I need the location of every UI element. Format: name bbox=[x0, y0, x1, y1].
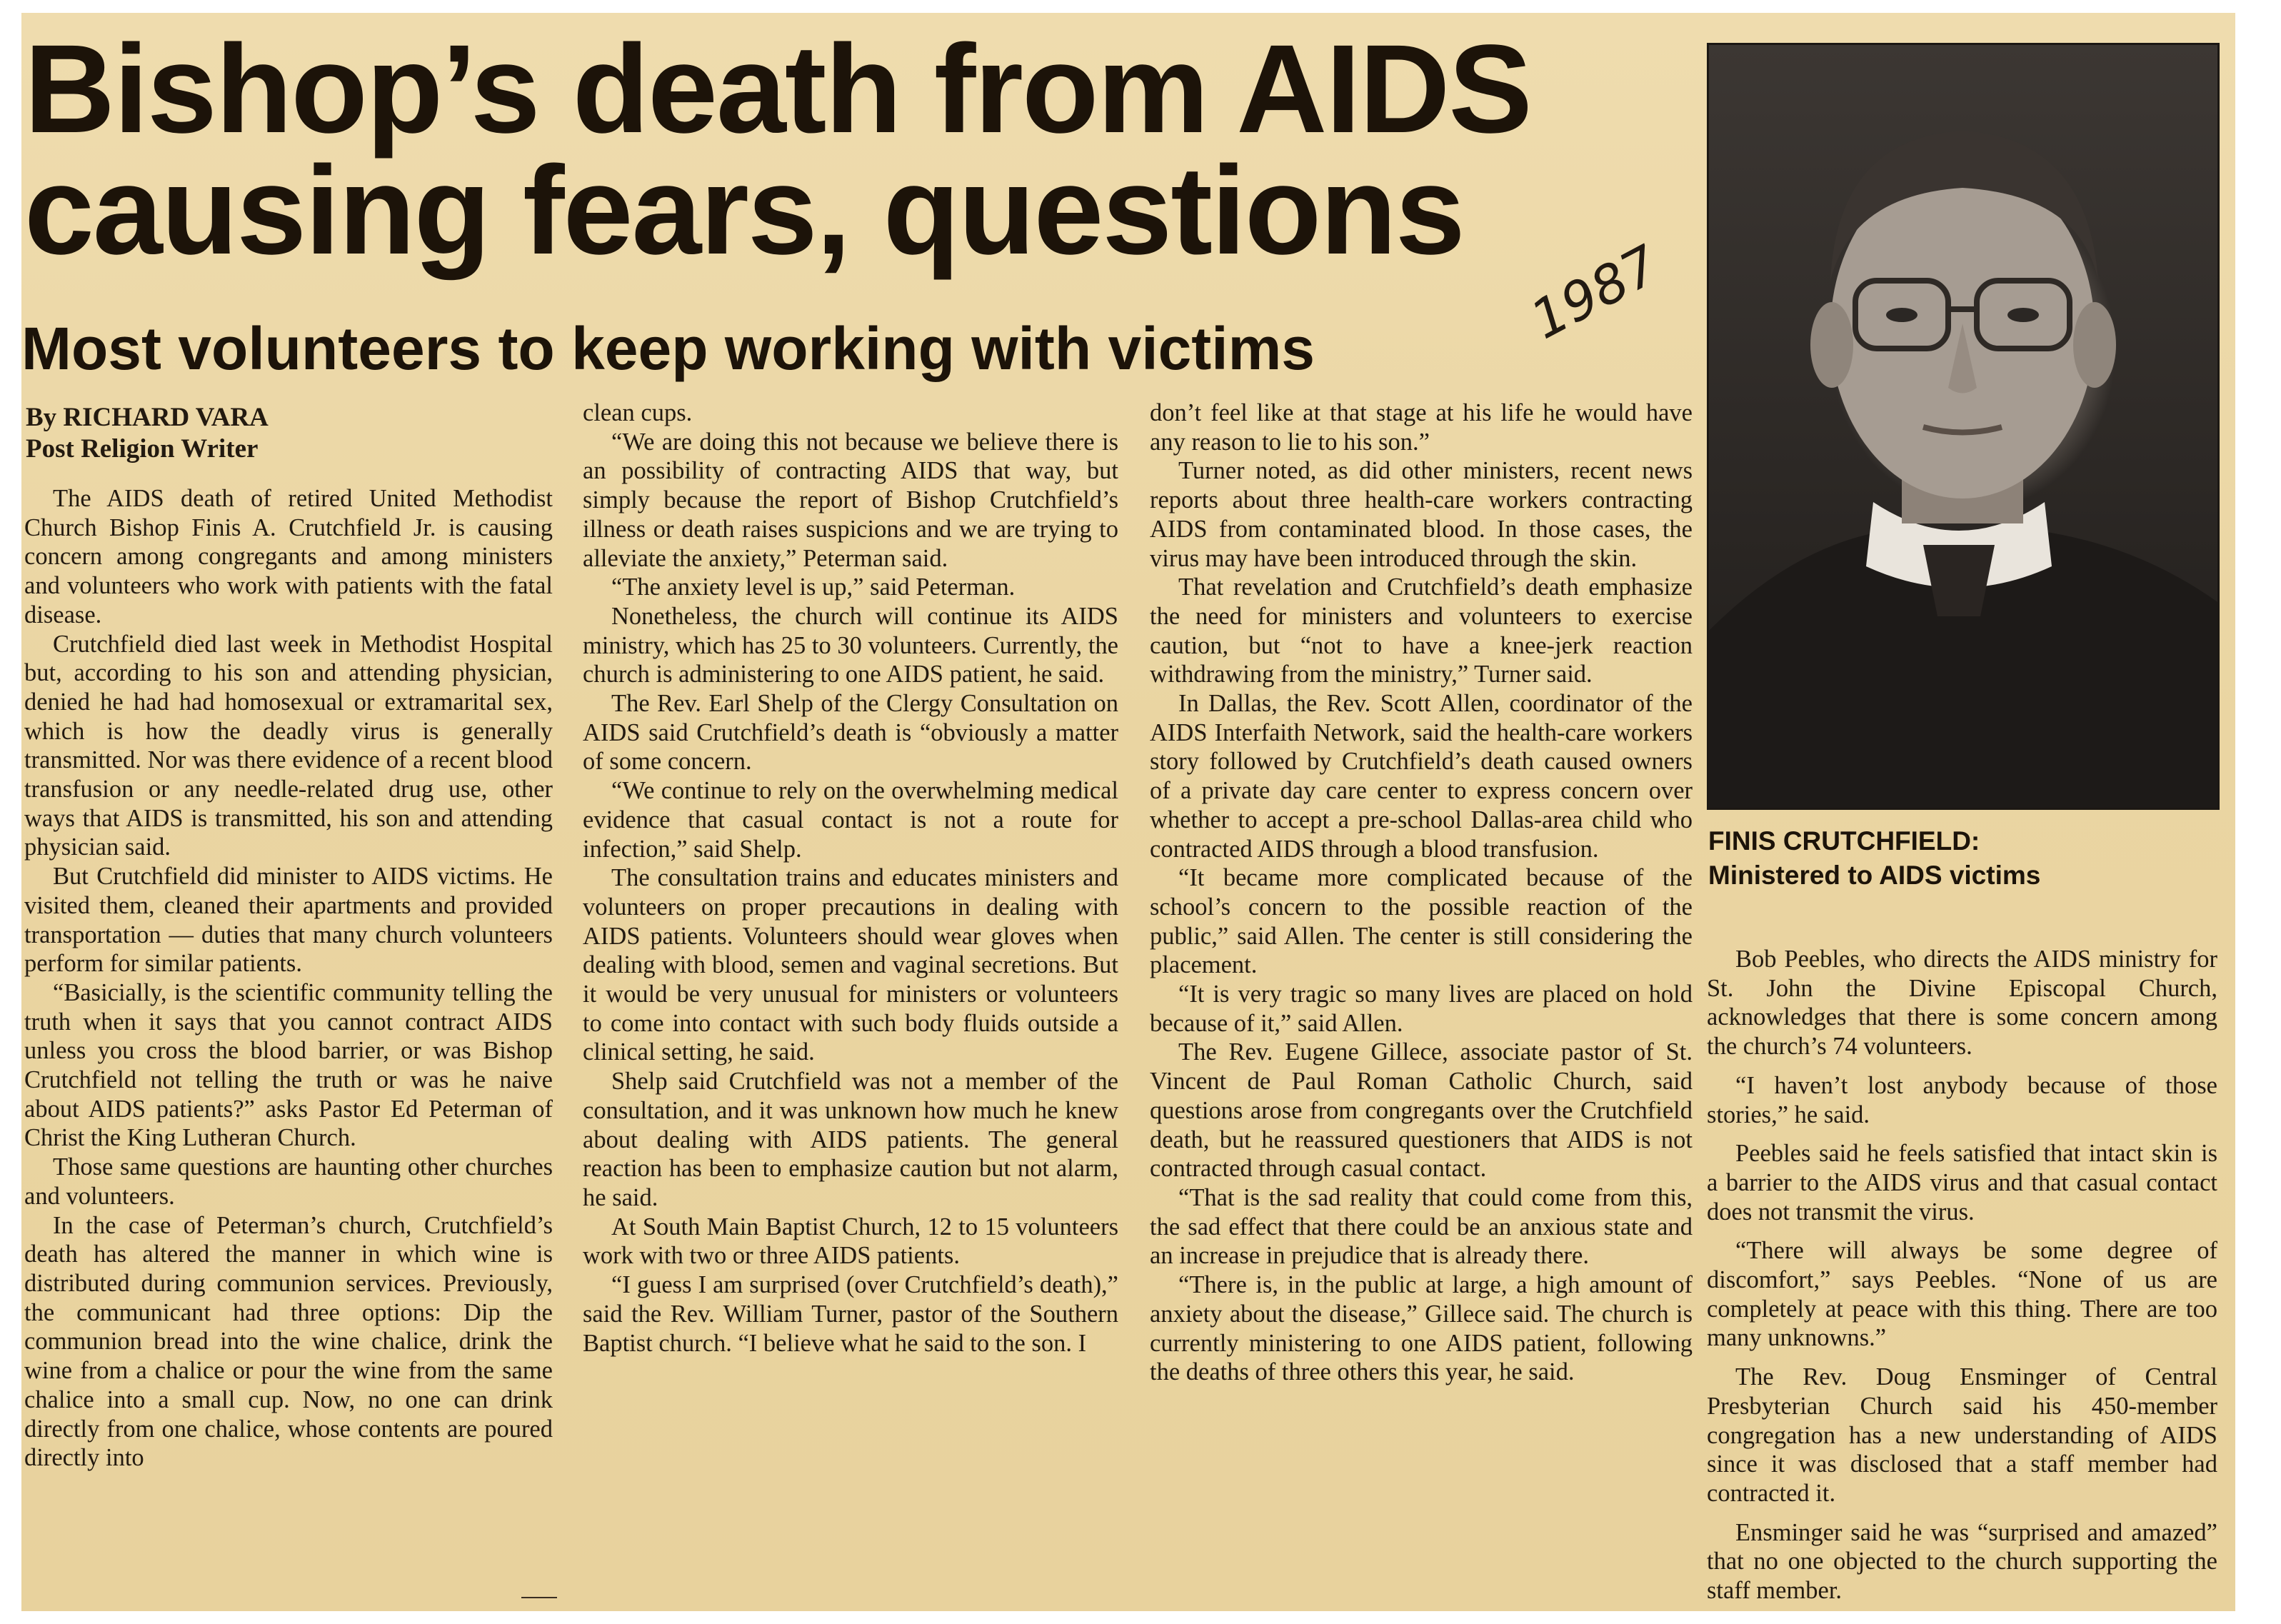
paragraph: “We continue to rely on the overwhelming medical evidence that casual contact is not a route for infection,” said Shelp. bbox=[583, 777, 1118, 863]
headline bbox=[24, 19, 1695, 281]
paragraph: Bob Peebles, who directs the AIDS ministry for St. John the Divine Episcopal Church, acknowledges that there is some concern among the church’s 74 volunteers. bbox=[1707, 946, 2217, 1061]
bishop-portrait-photo bbox=[1707, 43, 2220, 810]
headline-line-2: causing fears, questions bbox=[24, 141, 1464, 281]
paragraph: The AIDS death of retired United Methodist Church Bishop Finis A. Crutchfield Jr. is causing concern among congregants and among ministers and volunteers who work with patients with the fatal disease. bbox=[24, 485, 553, 628]
paragraph: The Rev. Earl Shelp of the Clergy Consultation on AIDS said Crutchfield’s death is “obviously a matter of some concern. bbox=[583, 690, 1118, 776]
handwritten-year-note: 1987 bbox=[1521, 234, 1669, 351]
paragraph: “That is the sad reality that could come from this, the sad effect that there could be an anxious state and an increase in prejudice that is already there. bbox=[1150, 1183, 1693, 1270]
subheadline: Most volunteers to keep working with victims bbox=[21, 315, 1315, 382]
paragraph: Ensminger said he was “surprised and amazed” that no one objected to the church supporting the staff member. bbox=[1707, 1518, 2217, 1605]
caption-name: FINIS CRUTCHFIELD: bbox=[1708, 826, 1980, 856]
paragraph: Nonetheless, the church will continue its AIDS ministry, which has 25 to 30 volunteers. Currently, the church is administering to one AIDS patient, he said. bbox=[583, 602, 1118, 688]
paragraph: Shelp said Crutchfield was not a member of the consultation, and it was unknown how much he knew about dealing with AIDS patients. The general reaction has been to emphasize caution but not alarm, he said. bbox=[583, 1068, 1118, 1211]
article-column-2 bbox=[583, 399, 1118, 1358]
byline bbox=[26, 402, 568, 465]
article-column-3 bbox=[1150, 399, 1693, 1387]
headline-line-1: Bishop’s death from AIDS bbox=[24, 19, 1531, 159]
article-column-4 bbox=[1707, 945, 2217, 1611]
paragraph: At South Main Baptist Church, 12 to 15 volunteers work with two or three AIDS patients. bbox=[583, 1213, 1118, 1270]
paragraph: “The anxiety level is up,” said Peterman. bbox=[611, 573, 1016, 601]
paragraph: “There is, in the public at large, a high amount of anxiety about the disease,” Gillece said. The church is currently ministering to one AIDS patient, following the deaths of three others this year, he said. bbox=[1150, 1271, 1693, 1386]
paragraph: Peebles said he feels satisfied that intact skin is a barrier to the AIDS virus and that casual contact does not transmit the virus. bbox=[1707, 1140, 2217, 1225]
paragraph: The Rev. Eugene Gillece, associate pastor of St. Vincent de Paul Roman Catholic Church, said questions arose from congregants over the Crutchfield death, but he reassured questioners that AIDS is not contracted through casual contact. bbox=[1150, 1038, 1693, 1183]
portrait-illustration bbox=[1709, 45, 2217, 808]
byline-role: Post Religion Writer bbox=[26, 434, 259, 463]
paragraph: “I haven’t lost anybody because of those stories,” he said. bbox=[1707, 1071, 2217, 1128]
paragraph: “We are doing this not because we believe there is an possibility of contracting AIDS that way, but simply because the report of Bishop Crutchfield’s illness or death raises suspicions and we are trying to alleviate the anxiety,” Peterman said. bbox=[583, 428, 1118, 572]
photo-caption bbox=[1708, 824, 2222, 893]
newspaper-clipping bbox=[21, 13, 2235, 1611]
paragraph: Crutchfield died last week in Methodist Hospital but, according to his son and attending physician, denied he had had homosexual or extramarital sex, which is how the deadly virus is generally transmitted. Nor was there evidence of a recent blood transfusion or any needle-related drug use, other ways that AIDS is transmitted, his son and attending physician said. bbox=[24, 630, 553, 861]
paragraph: But Crutchfield did minister to AIDS victims. He visited them, cleaned their apartments and provided transportation — duties that many church volunteers perform for similar patients. bbox=[24, 863, 553, 978]
paragraph: don’t feel like at that stage at his life he would have any reason to lie to his son.” bbox=[1150, 399, 1693, 456]
byline-author: By RICHARD VARA bbox=[26, 403, 269, 432]
paragraph: The Rev. Doug Ensminger of Central Presbyterian Church said his 450-member congregation has a new understanding of AIDS since it was disclosed that a staff member had contracted it. bbox=[1707, 1363, 2217, 1507]
paragraph: The consultation trains and educates ministers and volunteers on proper precautions in dealing with AIDS patients. Volunteers should wear gloves when dealing with blood, semen and vaginal secretions. But it would be very unusual for ministers or volunteers to come into contact with such body fluids outside a clinical setting, he said. bbox=[583, 864, 1118, 1066]
paragraph: In Dallas, the Rev. Scott Allen, coordinator of the AIDS Interfaith Network, said the health-care workers story followed by Crutchfield’s death caused owners of a private day care center to express concern over whether to accept a pre-school Dallas-area child who contracted AIDS through a blood transfusion. bbox=[1150, 690, 1693, 863]
column-end-rule bbox=[521, 1597, 557, 1598]
paragraph: Those same questions are haunting other churches and volunteers. bbox=[24, 1153, 553, 1210]
caption-text: Ministered to AIDS victims bbox=[1708, 861, 2041, 890]
paragraph: That revelation and Crutchfield’s death emphasize the need for ministers and volunteers to exercise caution, but “not to have a knee-jerk reaction withdrawing from the ministry,” Turner said. bbox=[1150, 573, 1693, 688]
paragraph: “There will always be some degree of discomfort,” says Peebles. “None of us are completely at peace with this thing. There are too many unknowns.” bbox=[1707, 1237, 2217, 1352]
paragraph: clean cups. bbox=[583, 399, 693, 426]
paragraph: “Basicially, is the scientific community telling the truth when it says that you cannot contract AIDS unless you cross the blood barrier, or was Bishop Crutchfield not telling the truth or was he naive about AIDS patients?” asks Pastor Ed Peterman of Christ the King Lutheran Church. bbox=[24, 978, 553, 1152]
paragraph: In the case of Peterman’s church, Crutchfield’s death has altered the manner in which wine is distributed during communion services. Previously, the communicant had three options: Dip the communion bread into the wine chalice, drink the wine from a chalice or pour the wine from the same chalice into a small cup. Now, no one can drink directly from one chalice, whose contents are poured directly into bbox=[24, 1211, 553, 1472]
article-column-1 bbox=[24, 484, 553, 1473]
paragraph: “I guess I am surprised (over Crutchfield’s death),” said the Rev. William Turner, pastor of the Southern Baptist church. “I believe what he said to the son. I bbox=[583, 1271, 1118, 1357]
paragraph: “It is very tragic so many lives are placed on hold because of it,” said Allen. bbox=[1150, 981, 1693, 1037]
paragraph: “It became more complicated because of the school’s concern to the possible reaction of the public,” said Allen. The center is still considering the placement. bbox=[1150, 864, 1693, 979]
paragraph: Turner noted, as did other ministers, recent news reports about three health-care workers contracting AIDS from contaminated blood. In those cases, the virus may have been introduced through the skin. bbox=[1150, 457, 1693, 572]
